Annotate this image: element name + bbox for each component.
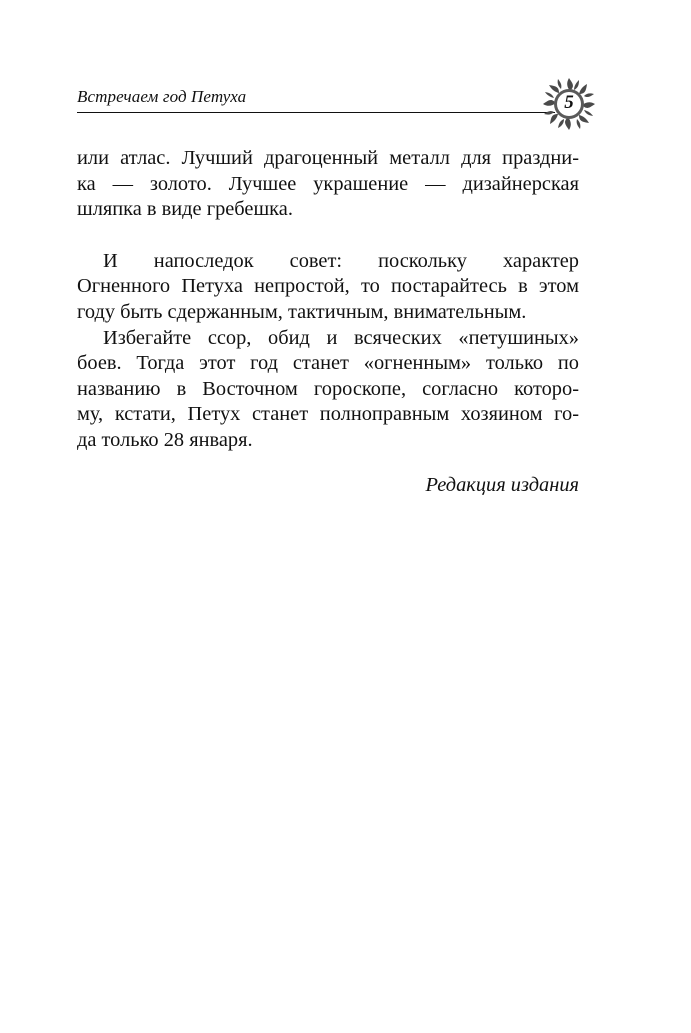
running-title: Встречаем год Петуха <box>77 87 247 106</box>
paragraph-1 <box>77 146 579 223</box>
text-line: или атлас. Лучший драгоценный металл для праздни- <box>77 147 579 169</box>
text-line: году быть сдержанным, тактичным, внимательным. <box>77 300 527 323</box>
text-line: И напоследок совет: поскольку характер <box>103 249 579 272</box>
header-rule <box>77 112 555 113</box>
text-line: ка — золото. Лучшее украшение — дизайнерская <box>77 172 579 195</box>
text-line: шляпка в виде гребешка. <box>77 198 293 221</box>
text-line: боев. Тогда этот год станет «огненным» только по <box>77 352 579 375</box>
body-text <box>77 146 579 454</box>
text-line: да только 28 января. <box>77 428 253 451</box>
page-number: 5 <box>564 92 574 113</box>
text-line: Избегайте ссор, обид и всяческих «петушиных» <box>103 326 579 349</box>
paragraph-3 <box>77 326 579 454</box>
text-line: Огненного Петуха непростой, то постарайтесь в этом <box>77 275 579 298</box>
running-header <box>77 86 580 112</box>
signature: Редакция издания <box>425 474 579 496</box>
text-line: му, кстати, Петух станет полноправным хозяином го- <box>77 403 579 426</box>
paragraph-2 <box>77 249 579 326</box>
paragraph-gap <box>77 223 579 249</box>
text-line: названию в Восточном гороскопе, согласно которо- <box>77 377 579 400</box>
